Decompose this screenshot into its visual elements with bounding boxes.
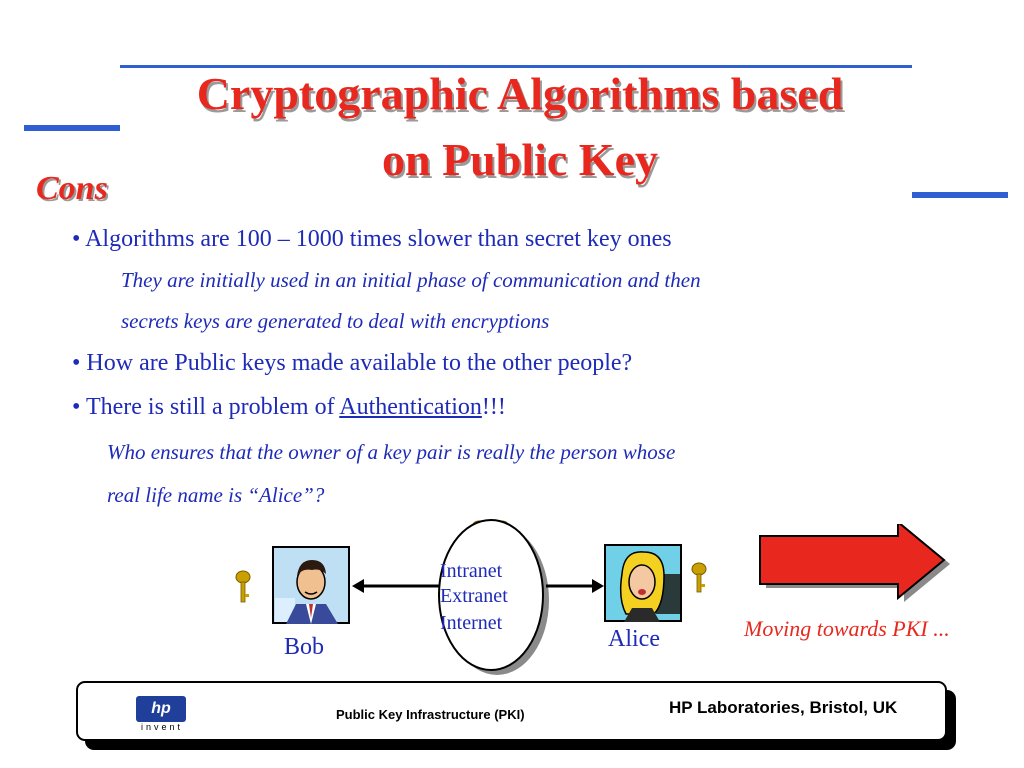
red-arrow-icon xyxy=(756,524,956,604)
bullet-authentication-suffix: !!! xyxy=(481,394,506,420)
bullet-slower: • Algorithms are 100 – 1000 times slower than secret key ones xyxy=(72,226,672,252)
slide-title-line1: Cryptographic Algorithms based xyxy=(196,68,844,119)
network-label-extranet: Extranet xyxy=(440,585,508,607)
key-icon-bob xyxy=(234,570,252,604)
authentication-term: Authentication xyxy=(339,394,482,420)
right-rule xyxy=(912,192,1008,198)
alice-portrait-icon xyxy=(604,544,682,622)
footer-title: Public Key Infrastructure (PKI) xyxy=(336,707,525,722)
bob-network-arrow xyxy=(352,576,442,596)
bullet-slower-detail-2: secrets keys are generated to deal with encryptions xyxy=(121,309,550,333)
bullet-authentication xyxy=(72,394,506,421)
bullet-authentication-detail-2: real life name is “Alice”? xyxy=(107,483,325,507)
network-label-internet: Internet xyxy=(440,612,503,634)
hp-logo-invent: invent xyxy=(140,722,184,732)
footer-organization: HP Laboratories, Bristol, UK xyxy=(669,698,898,717)
bob-label: Bob xyxy=(284,634,325,660)
network-label-intranet: Intranet xyxy=(440,560,503,582)
slide-title-line2: on Public Key xyxy=(381,134,659,185)
bullet-slower-detail-1: They are initially used in an initial phase of communication and then xyxy=(121,268,701,292)
left-rule xyxy=(24,125,120,131)
alice-label: Alice xyxy=(608,626,660,652)
bullet-availability: • How are Public keys made available to the other people? xyxy=(72,350,633,376)
moving-towards-pki: Moving towards PKI ... xyxy=(744,616,950,641)
bullet-authentication-prefix: • There is still a problem of xyxy=(72,394,340,420)
network-alice-arrow xyxy=(546,576,604,596)
bullet-authentication-detail-1: Who ensures that the owner of a key pair is really the person whose xyxy=(107,440,676,464)
bob-portrait-icon xyxy=(272,546,350,624)
key-icon-alice xyxy=(690,562,708,594)
hp-logo: hp xyxy=(136,696,186,722)
section-heading: Cons xyxy=(36,170,108,207)
